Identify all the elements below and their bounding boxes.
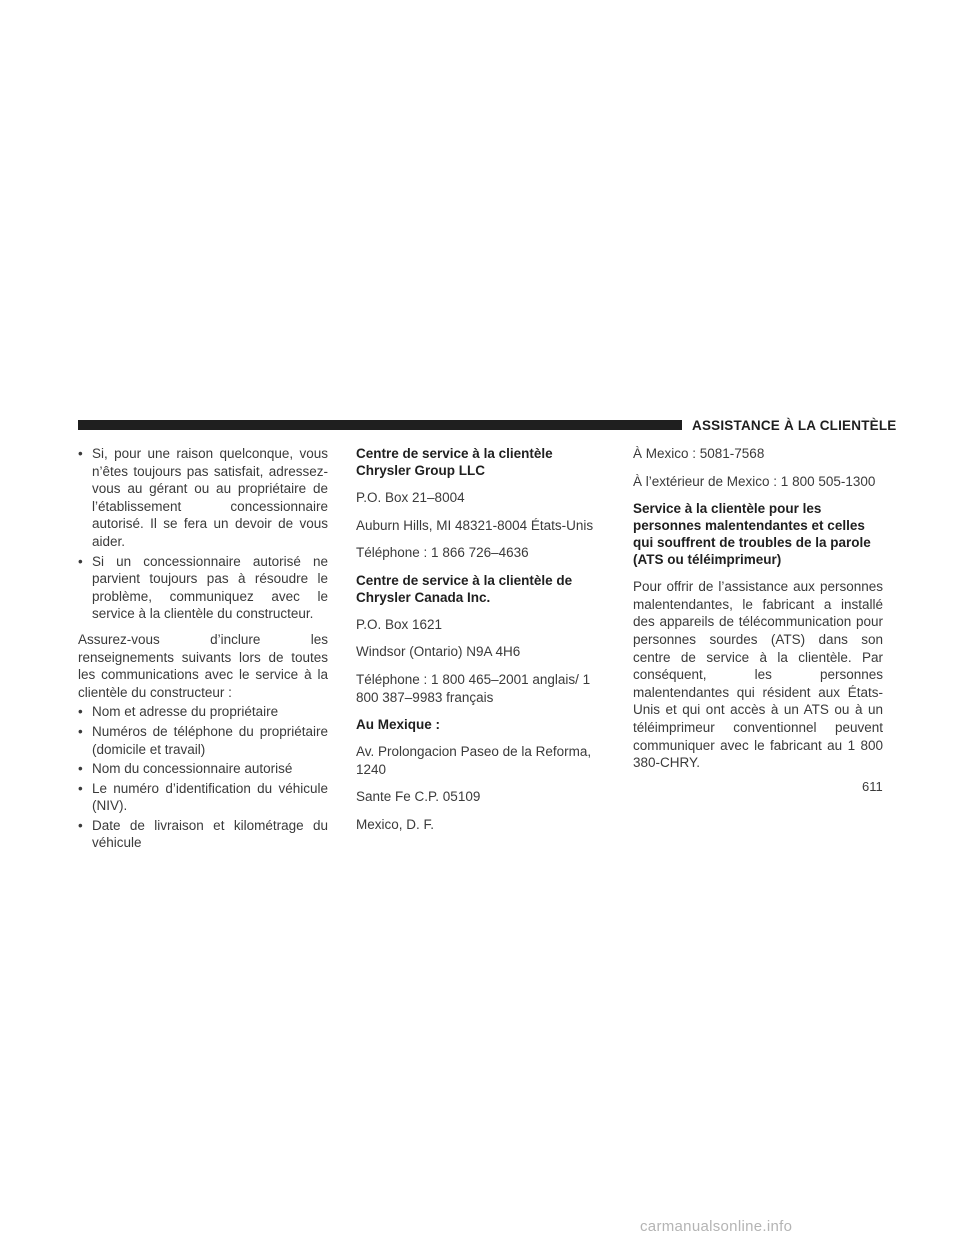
list-item: • Nom du concessionnaire autorisé	[78, 761, 293, 777]
list-item: • Nom et adresse du propriétaire	[78, 704, 279, 720]
phone-line: Téléphone : 1 866 726–4636	[356, 545, 529, 561]
page-number: 611	[862, 779, 883, 794]
phone-line: À l’extérieur de Mexico : 1 800 505-1300	[633, 473, 876, 489]
list-item: • Si un concessionnaire autorisé ne parvient toujours pas à résoudre le problème, communiquez avec le service à la clientèle du constructeur.	[78, 553, 328, 622]
watermark: carmanualsonline.info	[640, 1218, 793, 1235]
header-bar	[78, 420, 682, 430]
address-line: P.O. Box 21–8004	[356, 490, 465, 505]
phone-line: Téléphone : 1 800 465–2001 anglais/ 1 800 387–9983 français	[356, 671, 591, 705]
heading-chrysler-canada: Centre de service à la clientèle de Chrysler Canada Inc.	[356, 572, 573, 605]
list-item: • Le numéro d’identification du véhicule (NIV).	[78, 780, 328, 814]
list-item: • Si, pour une raison quelconque, vous n’êtes toujours pas satisfait, adressez-vous au gérant ou au propriétaire de l’établissement concessionnaire autorisé. Il se fera un devoir de vous aider.	[78, 446, 328, 549]
bullet-icon: •	[78, 723, 83, 739]
bullet-icon: •	[78, 780, 83, 796]
heading-tty-service: Service à la clientèle pour les personnes malentendantes et celles qui souffrent de troubles de la parole (ATS ou téléimprimeur)	[633, 501, 871, 568]
address-line: Mexico, D. F.	[356, 816, 435, 832]
phone-line: À Mexico : 5081-7568	[633, 446, 765, 461]
column-left	[78, 445, 328, 854]
paragraph-include-info: Assurez-vous d’inclure les renseignements suivants lors de toutes les communications avec le service à la clientèle du constructeur :	[78, 631, 328, 700]
column-middle	[356, 445, 606, 844]
bullet-icon: •	[78, 553, 83, 569]
address-line: Av. Prolongacion Paseo de la Reforma, 1240	[356, 744, 592, 777]
column-right	[633, 445, 883, 782]
address-line: Windsor (Ontario) N9A 4H6	[356, 644, 521, 660]
heading-chrysler-group: Centre de service à la clientèle Chrysler Group LLC	[356, 446, 553, 478]
list-item: • Date de livraison et kilométrage du véhicule	[78, 817, 328, 851]
address-line: Auburn Hills, MI 48321-8004 États-Unis	[356, 517, 594, 533]
bullet-icon: •	[78, 761, 83, 777]
list-item: • Numéros de téléphone du propriétaire (domicile et travail)	[78, 723, 328, 757]
bullet-icon: •	[78, 446, 83, 461]
bullet-icon: •	[78, 817, 83, 833]
bullet-icon: •	[78, 704, 83, 720]
heading-mexico: Au Mexique :	[356, 717, 441, 733]
paragraph-tty: Pour offrir de l’assistance aux personnes malentendantes, le fabricant a installé des appareils de télécommunication pour personnes sourdes (ATS) dans son centre de service à la clientèle. Par conséquent, les personnes malentendantes qui résident aux États-Unis et qui ont accès à un ATS ou à un téléimprimeur conventionnel peuvent communiquer avec le fabricant au 1 800 380-CHRY.	[633, 579, 883, 771]
address-line: P.O. Box 1621	[356, 616, 443, 632]
address-line: Sante Fe C.P. 05109	[356, 789, 481, 805]
section-title: ASSISTANCE À LA CLIENTÈLE	[692, 418, 897, 433]
